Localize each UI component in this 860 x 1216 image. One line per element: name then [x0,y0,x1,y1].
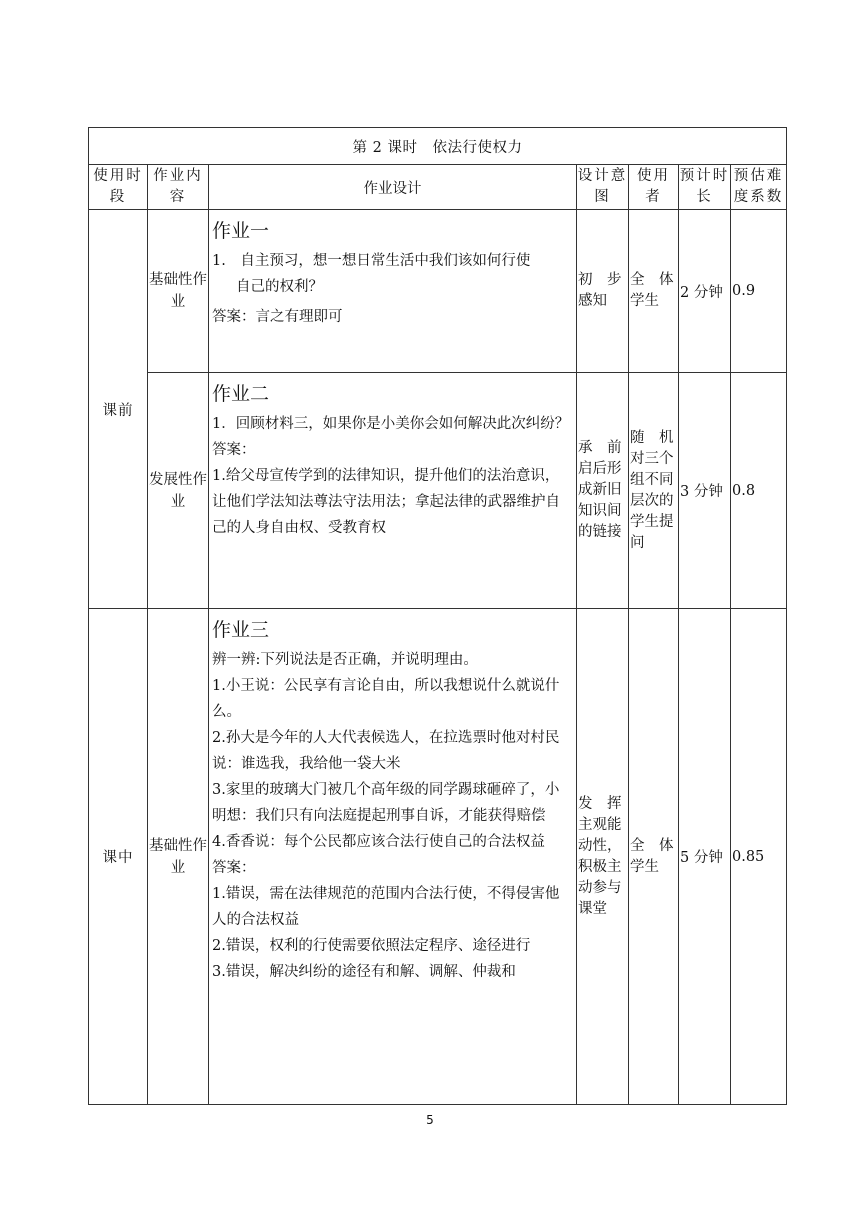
lesson-title: 第 2 课时 依法行使权力 [89,128,787,165]
design-line: 1．回顾材料三，如果你是小美你会如何解决此次纠纷？ [212,416,570,432]
table-row [89,609,787,1105]
homework-type: 基础性作业 [148,609,209,1105]
target-users: 全 体学生 [629,210,679,373]
design-intent: 发 挥主观能动性，积极主动参与课堂 [577,609,629,1105]
header-content: 作业内容 [148,165,209,210]
design-intent: 承 前启后形成新旧知识间的链接 [577,373,629,609]
difficulty-value: 0.9 [731,210,787,373]
homework-design [209,609,577,1105]
design-line: 3.家里的玻璃大门被几个高年级的同学踢球砸碎了，小明想：我们只有向法庭提起刑事自诉，才能获得赔偿 [212,782,560,824]
target-users: 全 体学生 [629,609,679,1105]
header-user: 使用者 [629,165,679,210]
header-time: 预计时长 [679,165,731,210]
design-line: 自己的权利？ [236,279,323,295]
homework-design-table [88,127,787,1105]
homework-type: 基础性作业 [148,210,209,373]
design-line: 2.孙大是今年的人大代表候选人，在拉选票时他对村民说：谁选我，我给他一袋大米 [212,730,560,772]
header-period: 使用时段 [89,165,148,210]
target-users: 随 机对三个组不同层次的学生提问 [629,373,679,609]
homework-title: 作业一 [212,220,270,242]
homework-type: 发展性作业 [148,373,209,609]
difficulty-value: 0.8 [731,373,787,609]
table-row [89,373,787,609]
design-intent: 初 步感知 [577,210,629,373]
header-difficulty: 预估难度系数 [731,165,787,210]
homework-title: 作业二 [212,383,270,405]
design-line: 2.错误，权利的行使需要依照法定程序、途径进行 [212,938,531,954]
homework-design [209,373,577,609]
header-intent: 设计意图 [577,165,629,210]
design-line: 1.给父母宣传学到的法律知识，提升他们的法治意识，让他们学法知法尊法守法用法；拿起法律的武器维护自己的人身自由权、受教育权 [212,468,560,536]
header-row [89,165,787,210]
design-line: 1.小王说：公民享有言论自由，所以我想说什么就说什么。 [212,678,560,720]
homework-title: 作业三 [212,619,270,641]
header-design: 作业设计 [209,165,577,210]
design-line: 4.香香说：每个公民都应该合法行使自己的合法权益 [212,834,545,850]
design-line: 答案：言之有理即可 [212,309,343,325]
difficulty-value: 0.85 [731,609,787,1105]
period-cell: 课中 [89,609,148,1105]
design-line: 辨一辨:下列说法是否正确，并说明理由。 [212,652,478,668]
design-line: 答案： [212,442,256,458]
design-line: 答案： [212,860,256,876]
table-row [89,210,787,373]
estimated-time: 2 分钟 [679,210,731,373]
period-cell: 课前 [89,210,148,609]
estimated-time: 5 分钟 [679,609,731,1105]
design-line: 1.错误，需在法律规范的范围内合法行使，不得侵害他人的合法权益 [212,886,560,928]
homework-design [209,210,577,373]
design-line: 1. 自主预习，想一想日常生活中我们该如何行使 [212,253,531,269]
page-number: 5 [426,1113,434,1127]
design-line: 3.错误，解决纠纷的途径有和解、调解、仲裁和 [212,964,516,980]
estimated-time: 3 分钟 [679,373,731,609]
